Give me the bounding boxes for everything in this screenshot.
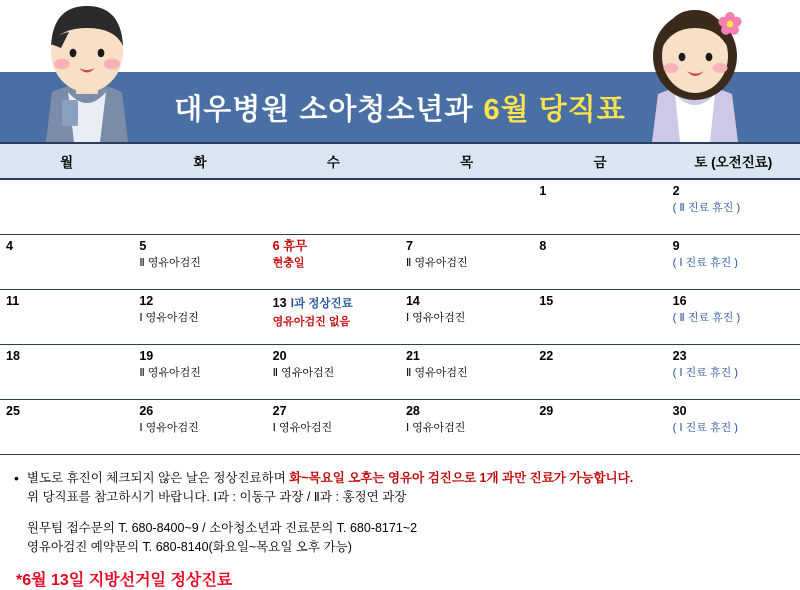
calendar-day-note: Ⅱ 영유아검진 [272, 367, 335, 379]
calendar-cell [400, 290, 533, 345]
footer-notes [0, 455, 800, 590]
calendar-cell [0, 235, 133, 290]
footer-spacer [27, 507, 633, 519]
calendar-cell [533, 179, 666, 235]
calendar-day-note: ( Ⅱ 진료 휴진 ) [672, 202, 741, 214]
calendar-day-number: 5 [139, 239, 147, 253]
calendar-day-extra: Ⅰ과 정상진료 [290, 298, 353, 310]
calendar-cell [400, 345, 533, 400]
bullet-icon: • [14, 470, 19, 486]
calendar-cell [133, 400, 266, 455]
table-row [0, 290, 800, 345]
calendar-cell [667, 400, 800, 455]
calendar-day-number: 19 [139, 349, 154, 363]
calendar-cell-empty [133, 179, 266, 235]
calendar-day-note: Ⅱ 영유아검진 [405, 367, 468, 379]
column-header-wed: 수 [267, 143, 400, 179]
calendar-day-number: 29 [539, 404, 554, 418]
calendar-cell [267, 345, 400, 400]
column-header-fri: 금 [533, 143, 666, 179]
calendar-cell [533, 290, 666, 345]
calendar-cell [400, 400, 533, 455]
calendar-day-number: 4 [6, 239, 13, 253]
table-row [0, 400, 800, 455]
calendar-day-note: Ⅰ 영유아검진 [405, 312, 466, 324]
footer-line-3: 원무팀 접수문의 T. 680-8400~9 / 소아청소년과 진료문의 T. 680-8171~2 [26, 521, 418, 535]
footer-line-2: 위 당직표를 참고하시기 바랍니다. Ⅰ과 : 이동구 과장 / Ⅱ과 : 홍정연 과장 [26, 490, 407, 504]
page-title-main: 대우병원 소아청소년과 [174, 93, 474, 126]
footer-line-1-a: 별도로 휴진이 체크되지 않은 날은 정상진료하며 [26, 471, 290, 485]
calendar-cell-empty [267, 179, 400, 235]
calendar-day-note: 영유아검진 없음 [272, 316, 351, 328]
calendar-body [0, 179, 800, 455]
calendar-day-note: Ⅰ 영유아검진 [272, 422, 333, 434]
calendar-cell [400, 235, 533, 290]
calendar-cell [667, 179, 800, 235]
calendar-cell [667, 235, 800, 290]
calendar-day-note: ( Ⅱ 진료 휴진 ) [672, 312, 741, 324]
calendar-day-note: Ⅰ 영유아검진 [139, 422, 199, 434]
calendar-day-note: Ⅰ 영유아검진 [405, 422, 466, 434]
calendar-cell [667, 290, 800, 345]
footer-line-1-b: 화~목요일 오후는 영유아 검진으로 1개 과만 진료가 가능합니다. [289, 471, 634, 485]
table-row [0, 345, 800, 400]
calendar-cell [0, 345, 133, 400]
column-header-tue: 화 [133, 143, 266, 179]
calendar-day-number: 2 [672, 184, 680, 198]
column-header-sat: 토 (오전진료) [667, 143, 800, 179]
calendar-day-number: 26 [139, 404, 154, 418]
calendar-cell [0, 400, 133, 455]
calendar-day-number: 25 [6, 404, 20, 418]
footer-line-1 [27, 469, 633, 488]
calendar-cell [267, 235, 400, 290]
calendar-day-note: Ⅱ 영유아검진 [405, 257, 468, 269]
calendar-day-number: 9 [672, 239, 680, 253]
calendar-day-number: 20 [272, 349, 287, 363]
calendar-day-note: ( Ⅰ 진료 휴진 ) [672, 422, 738, 434]
calendar-day-number: 7 [405, 239, 413, 253]
mascot-girl [630, 0, 760, 147]
calendar-day-number: 12 [139, 294, 154, 308]
table-header-row [0, 143, 800, 179]
calendar-day-number: 23 [672, 349, 687, 363]
calendar-cell [533, 400, 666, 455]
calendar-day-number: 15 [539, 294, 554, 308]
mascot-boy [32, 0, 142, 147]
calendar-day-note: ( Ⅰ 진료 휴진 ) [672, 257, 738, 269]
table-row [0, 179, 800, 235]
calendar-cell [0, 290, 133, 345]
calendar-day-number: 6 휴무 [272, 239, 308, 253]
page-header [0, 0, 800, 142]
calendar-day-number: 22 [539, 349, 554, 363]
column-header-thu: 목 [400, 143, 533, 179]
calendar-day-number: 8 [539, 239, 547, 253]
calendar-cell [133, 345, 266, 400]
election-day-notice: *6월 13일 지방선거일 정상진료 [16, 572, 233, 589]
calendar-cell-empty [0, 179, 133, 235]
calendar-cell [133, 235, 266, 290]
calendar-cell [533, 235, 666, 290]
calendar-day-number: 30 [672, 404, 687, 418]
calendar-cell-empty [400, 179, 533, 235]
calendar-day-number: 11 [6, 294, 20, 308]
calendar-cell [267, 400, 400, 455]
calendar-day-number: 18 [6, 349, 20, 363]
calendar-day-note: Ⅱ 영유아검진 [139, 367, 201, 379]
calendar-cell [267, 290, 400, 345]
calendar-day-number: 13 [272, 296, 287, 310]
calendar-day-number: 28 [405, 404, 420, 418]
table-row [0, 235, 800, 290]
calendar-day-note: 현충일 [272, 257, 305, 269]
page-title-accent: 6월 당직표 [483, 93, 626, 126]
calendar-day-number: 16 [672, 294, 687, 308]
calendar-day-number: 27 [272, 404, 287, 418]
calendar-day-number: 21 [405, 349, 420, 363]
calendar-day-note: Ⅰ 영유아검진 [139, 312, 199, 324]
calendar-cell [667, 345, 800, 400]
duty-schedule-table [0, 142, 800, 455]
calendar-cell [533, 345, 666, 400]
calendar-day-note: Ⅱ 영유아검진 [139, 257, 201, 269]
calendar-day-note: ( Ⅰ 진료 휴진 ) [672, 367, 738, 379]
calendar-day-number: 1 [539, 184, 547, 198]
footer-line-4: 영유아검진 예약문의 T. 680-8140(화요일~목요일 오후 가능) [26, 540, 352, 554]
calendar-day-number: 14 [405, 294, 420, 308]
column-header-mon: 월 [0, 143, 133, 179]
calendar-cell [133, 290, 266, 345]
